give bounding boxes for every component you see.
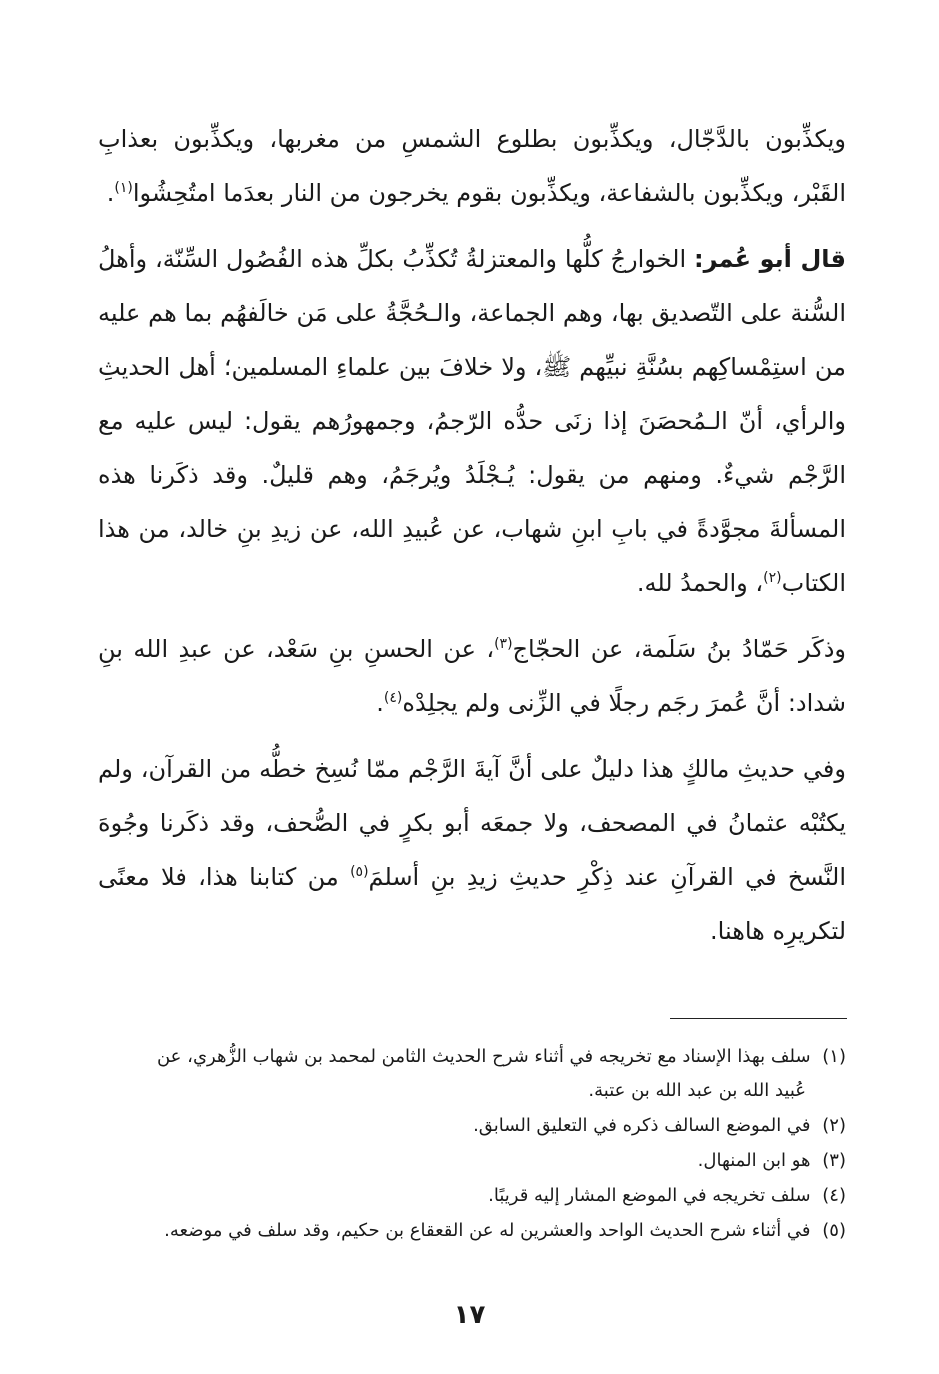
paragraph-1-line-2: ويكذِّبون بالشفاعة، ويكذِّبون بقوم يخرجون من النار بعدَما امتُحِشُوا [132, 179, 784, 207]
paragraph-2-text: الخوارجُ كلُّها والمعتزلةُ تُكذِّبُ بكلِّ هذه الفُصُول السِّنّة، وأهلُ السُّنة على التّصديق بها، وهم الجماعة، والـحُجَّةُ على مَن خالَفهُم بما هم عليه من استِمْساكِهم بسُنَّةِ نبيِّهم ﷺ، ولا خلافَ بين علماءِ المسلمين؛ أهل الحديثِ والرأي، أنّ الـمُحصَنَ إذا زنَى حدُّه الرّجمُ، وجمهورُهم يقول: ليس عليه مع الرَّجْم شيءٌ. ومنهم من يقول: يُـجْلَدُ ويُرجَمُ، وهم قليلٌ. وقد ذكَرنا هذه المسألةَ مجوَّدةً في بابِ ابنِ شهاب، عن عُبيدِ الله، عن زيدِ بنِ خالد، من هذا الكتاب [98, 245, 846, 597]
paragraph-1-end: . [106, 179, 115, 207]
footnote-number: (٢) [822, 1115, 846, 1136]
footnote-ref-5: (٥) [350, 864, 369, 880]
footnote-number: (٤) [822, 1185, 846, 1206]
footnote-divider [670, 1018, 847, 1019]
footnote-text: سلف تخريجه في الموضع المشار إليه قريبًا. [488, 1185, 811, 1206]
footnote-number: (١) [822, 1046, 846, 1067]
footnote-ref-2: (٢) [763, 570, 782, 586]
footnote-text: في الموضع السالف ذكره في التعليق السابق. [473, 1115, 811, 1136]
footnote-text: هو ابن المنهال. [697, 1150, 811, 1171]
paragraph-4-end: من كتابنا هذا، فلا معنًى لتكريرِه هاهنا. [98, 863, 846, 945]
main-text [98, 112, 846, 970]
paragraph-3 [98, 622, 846, 730]
footnote-ref-4: (٤) [383, 690, 403, 706]
footnote-1 [98, 1040, 846, 1108]
paragraph-4 [98, 742, 846, 958]
paragraph-1-line-1: ويكذِّبون بالدَّجّال، ويكذِّبون بطلوع الشمسِ من مغربها، ويكذِّبون بعذابِ القَبْر، [98, 125, 846, 207]
paragraph-4-text: وفي حديثِ مالكٍ هذا دليلٌ على أنَّ آيةَ الرَّجْم ممّا نُسِخ خطُّه من القرآن، ولم يكتُبْه عثمانُ في المصحف، ولا جمعَه أبو بكرٍ في الصُّحف، وقد ذكَرنا وجُوهَ النَّسخ في القرآنِ عند ذِكْرِ حديثِ زيدِ بنِ أسلمَ [98, 755, 847, 891]
paragraph-3-text: وذكَر حَمّادُ بنُ سَلَمة، عن الحجّاج [512, 635, 846, 663]
footnote-ref-1: (١) [114, 180, 133, 196]
paragraph-2-end: ، والحمدُ لله. [636, 569, 764, 597]
footnote-number: (٥) [822, 1220, 846, 1241]
footnote-text: في أثناء شرح الحديث الواحد والعشرين له عن القعقاع بن حكيم، وقد سلف في موضعه. [164, 1220, 811, 1241]
paragraph-3-end: . [376, 689, 384, 717]
footnote-3 [98, 1144, 846, 1178]
footnote-number: (٣) [822, 1150, 846, 1171]
footnote-2 [98, 1109, 846, 1143]
footnote-4 [98, 1179, 846, 1213]
paragraph-2 [98, 232, 846, 610]
footnote-5 [98, 1214, 846, 1248]
footnote-text: سلف بهذا الإسناد مع تخريجه في أثناء شرح الحديث الثامن لمحمد بن شهاب الزُّهري، عن [156, 1046, 811, 1067]
footnote-continuation: عُبيد الله بن عبد الله بن عتبة. [588, 1080, 806, 1101]
footnote-ref-3: (٣) [494, 636, 513, 652]
paragraph-3-text-2: ، عن الحسنِ بنِ سَعْد، عن عبدِ الله بنِ شداد: أنَّ عُمرَ رجَم رجلًا في الزِّنى ولم يجلِدْه [98, 635, 846, 717]
footnotes [98, 1040, 846, 1249]
page-number: ١٧ [453, 1300, 486, 1330]
paragraph-2-lead: قال أبو عُمر: [693, 245, 846, 273]
paragraph-1 [98, 112, 846, 220]
